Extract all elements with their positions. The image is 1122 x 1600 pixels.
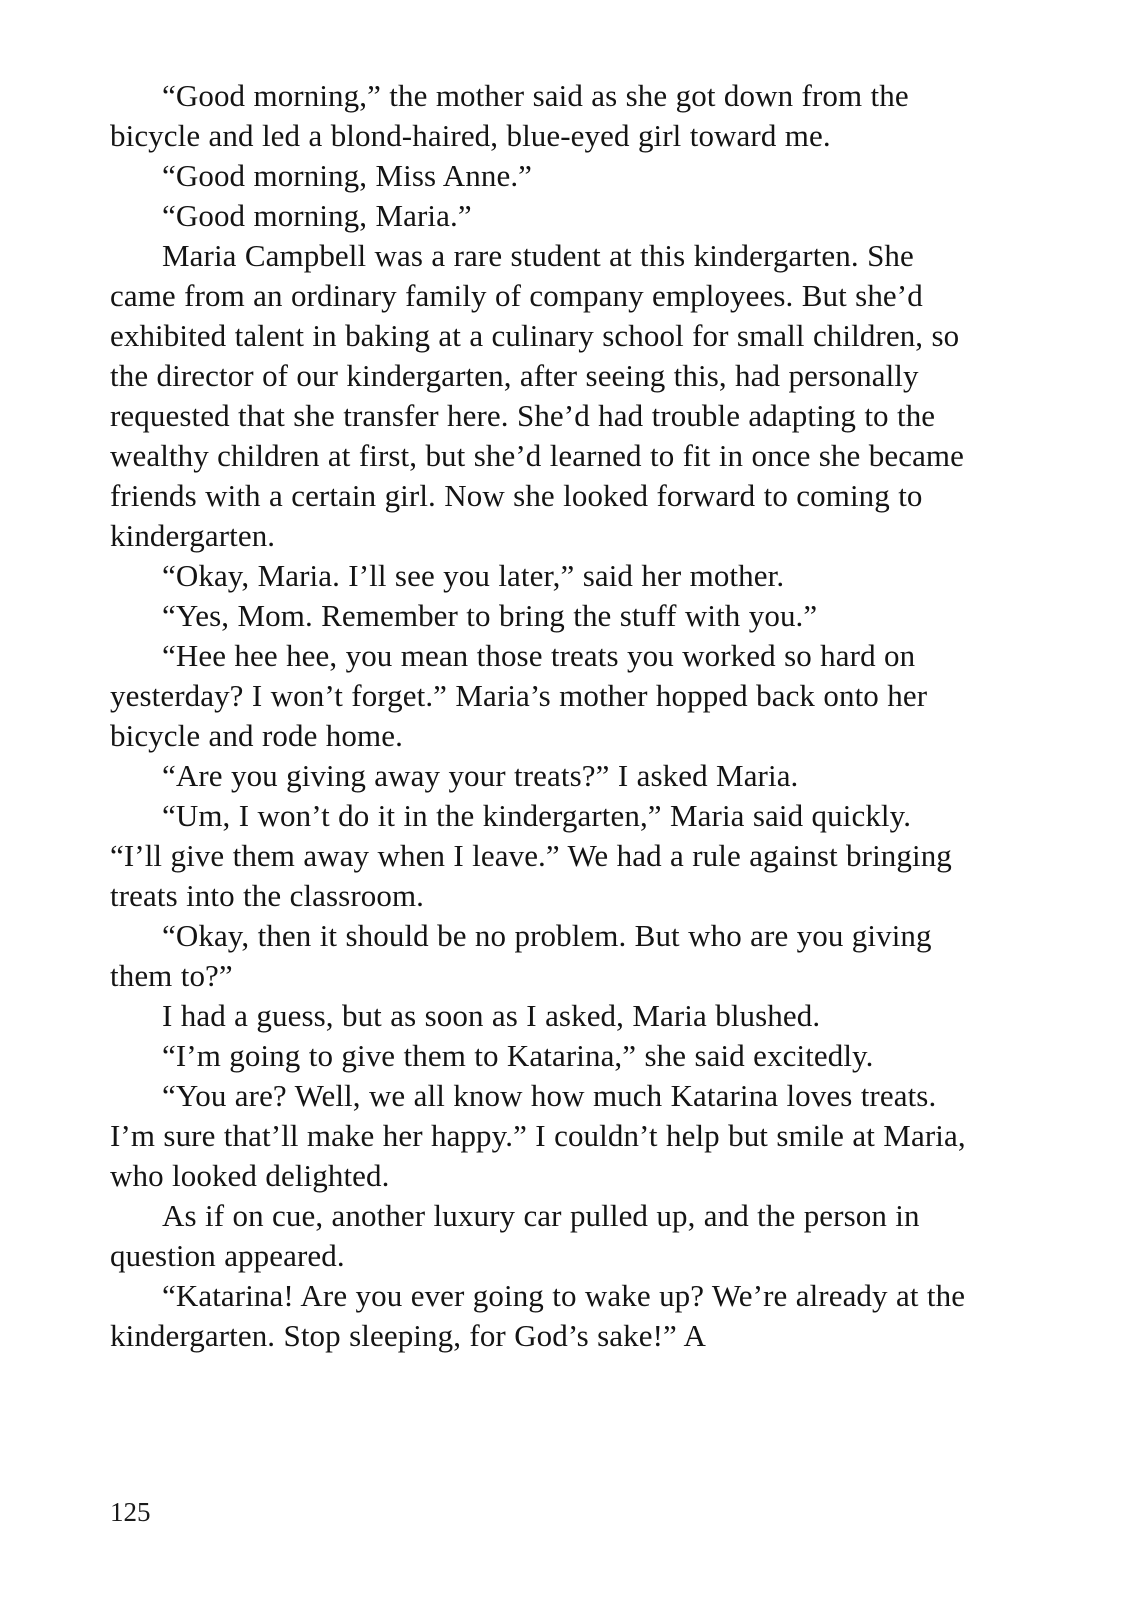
paragraph: “Katarina! Are you ever going to wake up? We’re already at the kindergarten. Stop sleeping, for God’s sake!” A <box>110 1278 966 1353</box>
paragraph: “Good morning,” the mother said as she got down from the bicycle and led a blond-haired, blue-eyed girl toward me. <box>110 78 909 153</box>
paragraph: “Good morning, Maria.” <box>162 198 472 233</box>
paragraph: “Yes, Mom. Remember to bring the stuff with you.” <box>162 598 818 633</box>
paragraph: “Okay, then it should be no problem. But who are you giving them to?” <box>110 918 932 993</box>
paragraph: “Good morning, Miss Anne.” <box>162 158 533 193</box>
paragraph: I had a guess, but as soon as I asked, Maria blushed. <box>162 998 821 1033</box>
paragraph: “Hee hee hee, you mean those treats you worked so hard on yesterday? I won’t forget.” Maria’s mother hopped back onto her bicycle and rode home. <box>110 638 928 753</box>
paragraph: “Okay, Maria. I’ll see you later,” said her mother. <box>162 558 785 593</box>
paragraph: As if on cue, another luxury car pulled up, and the person in question appeared. <box>110 1198 920 1273</box>
page-number: 125 <box>110 1497 151 1527</box>
paragraph: Maria Campbell was a rare student at this kindergarten. She came from an ordinary family of company employees. But she’d exhibited talent in baking at a culinary school for small children, so the director of our kindergarten, after seeing this, had personally requested that she transfer here. She’d had trouble adapting to the wealthy children at first, but she’d learned to fit in once she became friends with a certain girl. Now she looked forward to coming to kindergarten. <box>110 238 964 553</box>
paragraph: “You are? Well, we all know how much Katarina loves treats. I’m sure that’ll make her happy.” I couldn’t help but smile at Maria, who looked delighted. <box>110 1078 966 1193</box>
body-text <box>110 76 968 1356</box>
paragraph: “Um, I won’t do it in the kindergarten,” Maria said quickly. “I’ll give them away when I leave.” We had a rule against bringing treats into the classroom. <box>110 798 952 913</box>
paragraph: “I’m going to give them to Katarina,” she said excitedly. <box>162 1038 874 1073</box>
paragraph: “Are you giving away your treats?” I asked Maria. <box>162 758 799 793</box>
